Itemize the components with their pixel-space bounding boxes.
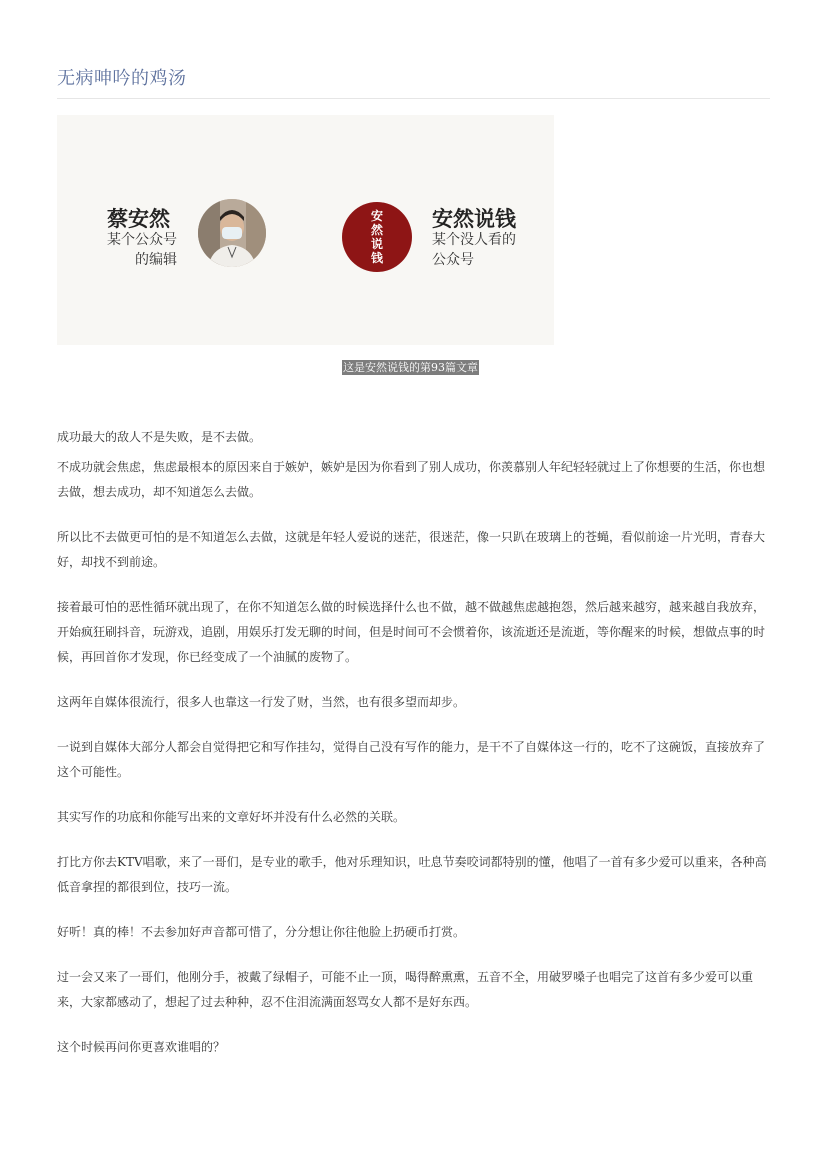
banner-left-name: 蔡安然 <box>107 207 170 231</box>
paragraph: 一说到自媒体大部分人都会自觉得把它和写作挂勾，觉得自己没有写作的能力，是干不了自媒体这一行的，吃不了这碗饭，直接放弃了这个可能性。 <box>57 740 766 779</box>
article-body <box>57 425 770 1060</box>
banner-right-sub: 某个没人看的 公众号 <box>432 232 516 268</box>
paragraph: 所以比不去做更可怕的是不知道怎么去做，这就是年轻人爱说的迷茫，很迷茫，像一只趴在玻璃上的苍蝇，看似前途一片光明，青春大好，却找不到前途。 <box>57 530 766 569</box>
image-caption: 这是安然说钱的第93篇文章 <box>343 361 478 374</box>
title-divider <box>57 98 770 99</box>
paragraph: 接着最可怕的恶性循环就出现了，在你不知道怎么做的时候选择什么也不做，越不做越焦虑越抱怨，然后越来越穷，越来越自我放弃，开始疯狂刷抖音，玩游戏，追剧，用娱乐打发无聊的时间，但是时间可不会惯着你，该流逝还是流逝，等你醒来的时候，想做点事的时候，再回首你才发现，你已经变成了一个油腻的废物了。 <box>57 600 766 664</box>
article-title: 无病呻吟的鸡汤 <box>57 68 187 89</box>
banner-left-sub: 某个公众号 的编辑 <box>107 232 177 268</box>
paragraph: 这两年自媒体很流行，很多人也靠这一行发了财，当然，也有很多望而却步。 <box>57 695 466 709</box>
banner-right-name: 安然说钱 <box>432 207 516 231</box>
paragraph: 过一会又来了一哥们，他刚分手，被戴了绿帽子，可能不止一顶，喝得醉熏熏，五音不全，用破罗嗓子也唱完了这首有多少爱可以重来，大家都感动了，想起了过去种种，忍不住泪流满面怒骂女人都不是好东西。 <box>57 970 754 1009</box>
author-avatar <box>198 199 266 267</box>
brand-logo: 安 然 说 钱 <box>342 202 412 272</box>
person-portrait-icon <box>198 199 266 267</box>
paragraph: 打比方你去KTV唱歌，来了一哥们，是专业的歌手，他对乐理知识，吐息节奏咬词都特别的懂，他唱了一首有多少爱可以重来，各种高低音拿捏的都很到位，技巧一流。 <box>57 855 767 894</box>
paragraph: 其实写作的功底和你能写出来的文章好坏并没有什么必然的关联。 <box>57 810 406 824</box>
paragraph: 成功最大的敌人不是失败，是不去做。 <box>57 430 262 444</box>
header-banner-image <box>57 115 554 345</box>
paragraph: 这个时候再问你更喜欢谁唱的？ <box>57 1040 226 1054</box>
paragraph: 不成功就会焦虑，焦虑最根本的原因来自于嫉妒，嫉妒是因为你看到了别人成功，你羡慕别人年纪轻轻就过上了你想要的生活，你也想去做，想去成功，却不知道怎么去做。 <box>57 460 766 499</box>
paragraph: 好听！真的棒！不去参加好声音都可惜了，分分想让你往他脸上扔硬币打赏。 <box>57 925 466 939</box>
